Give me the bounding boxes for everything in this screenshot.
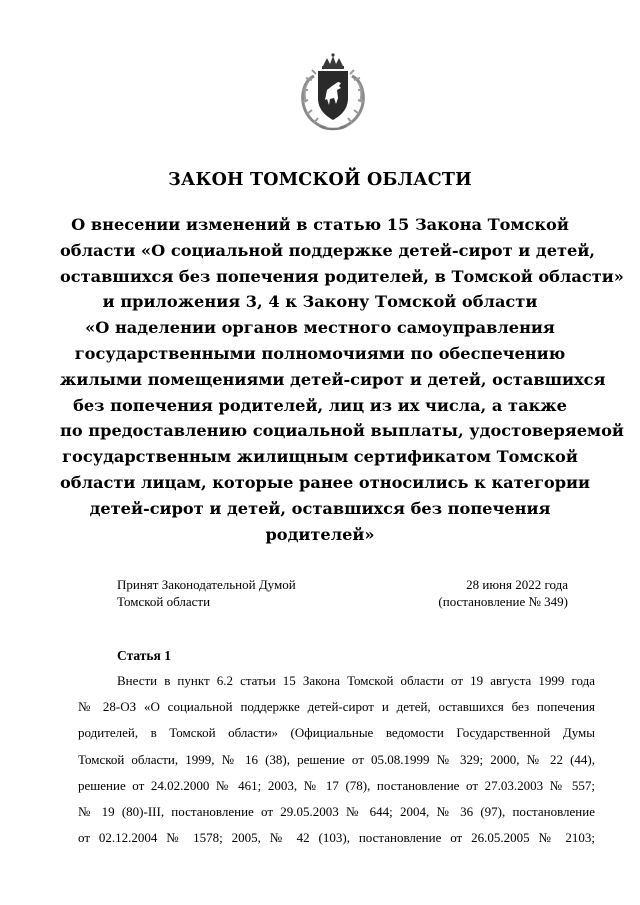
subtitle-line: и приложения 3, 4 к Закону Томской области	[102, 292, 538, 312]
body-line: Внести в пункт 6.2 статьи 15 Закона Томской области от 19 августа 1999 года	[117, 673, 595, 688]
subtitle-line: без попечения родителей, лиц из их числа, а также	[73, 395, 567, 415]
subtitle-line: государственными полномочиями по обеспечению	[74, 343, 566, 363]
resolution-number: (постановление № 349)	[438, 594, 568, 609]
body-line: решение от 24.02.2000 № 461; 2003, № 17 (78), постановление от 27.03.2003 № 557;	[78, 777, 595, 793]
adopted-by-line: Томской области	[117, 594, 211, 609]
subtitle-line: «О наделении органов местного самоуправления	[85, 318, 555, 338]
adopted-by-block	[117, 576, 296, 610]
subtitle-line: оставшихся без попечения родителей, в Томской области»	[60, 266, 624, 286]
body-line: № 19 (80)-III, постановление от 29.05.2003 № 644; 2004, № 36 (97), постановление	[78, 803, 595, 819]
subtitle-line: по предоставлению социальной выплаты, удостоверяемой	[60, 421, 624, 441]
article-heading: Статья 1	[117, 648, 171, 663]
adoption-date: 28 июня 2022 года	[466, 577, 568, 592]
law-title: ЗАКОН ТОМСКОЙ ОБЛАСТИ	[168, 170, 472, 190]
subtitle-line: детей-сирот и детей, оставшихся без попечения	[89, 498, 551, 518]
subtitle-line: государственным жилищным сертификатом Томской	[62, 447, 578, 467]
subtitle-line: жилыми помещениями детей-сирот и детей, оставшихся	[60, 369, 606, 389]
body-line: от 02.12.2004 № 1578; 2005, № 42 (103), постановление от 26.05.2005 № 2103;	[78, 830, 595, 846]
adopted-by-line: Принят Законодательной Думой	[117, 577, 296, 592]
body-line: Томской области, 1999, № 16 (38), решение от 05.08.1999 № 329; 2000, № 22 (44),	[78, 751, 595, 767]
law-subtitle	[60, 212, 624, 547]
article-body	[78, 668, 595, 851]
body-line: родителей, в Томской области» (Официальные ведомости Государственной Думы	[78, 725, 595, 741]
subtitle-line: родителей»	[265, 524, 375, 544]
subtitle-line: области «О социальной поддержке детей-сирот и детей,	[60, 240, 595, 260]
adoption-date-block	[438, 576, 568, 610]
body-line: № 28-ОЗ «О социальной поддержке детей-сирот и детей, оставшихся без попечения	[78, 699, 595, 715]
tomsk-coat-of-arms-icon	[294, 52, 372, 134]
subtitle-line: О внесении изменений в статью 15 Закона Томской	[71, 215, 569, 234]
subtitle-line: области лицам, которые ранее относились к категории	[60, 472, 591, 492]
